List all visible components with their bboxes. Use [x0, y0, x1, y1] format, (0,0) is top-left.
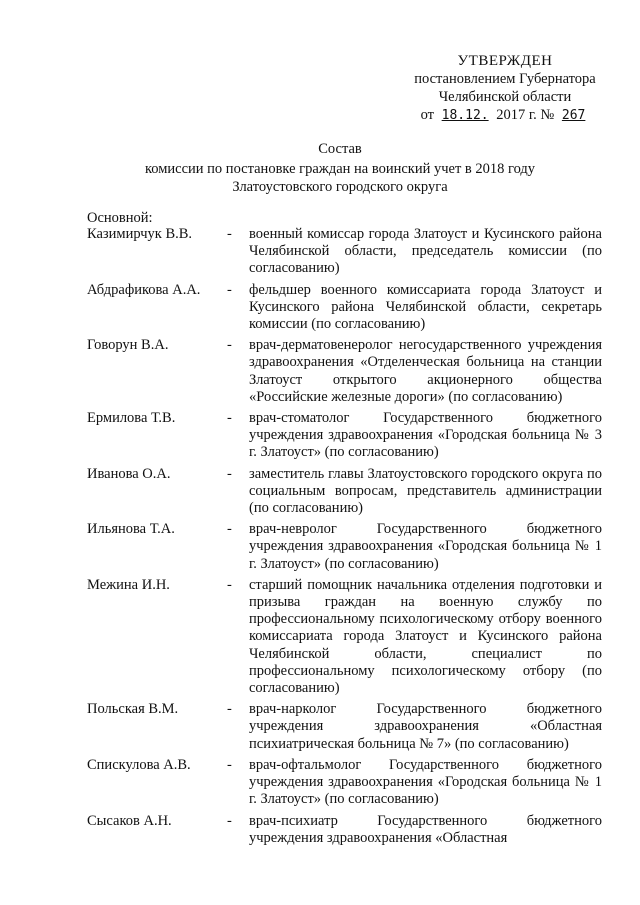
- member-description: военный комиссар города Златоуст и Кусинского района Челябинской области, председатель комиссии (по согласованию): [249, 226, 602, 277]
- member-name: Межина И.Н.: [87, 576, 170, 593]
- member-description: заместитель главы Златоустовского городского округа по социальным вопросам, представитель администрации (по согласованию): [249, 465, 602, 517]
- member-dash: -: [227, 281, 232, 298]
- member-description: врач-стоматолог Государственного бюджетного учреждения здравоохранения «Городская больница № 3 г. Златоуст» (по согласованию): [249, 410, 602, 461]
- member-name: Ильянова Т.А.: [87, 521, 175, 538]
- approval-line-2: Челябинской области: [438, 89, 572, 105]
- member-name: Абдрафикова А.А.: [87, 281, 201, 298]
- member-description: врач-психиатр Государственного бюджетного учреждения здравоохранения «Областная: [249, 812, 602, 846]
- approval-prefix: от: [420, 107, 435, 123]
- approval-date: 18.12.: [441, 108, 489, 123]
- member-description: старший помощник начальника отделения подготовки и призыва граждан на военную службу по профессиональному психологическому отбору военного комиссариата города Златоуст и Кусинского района Челябинской области, специалист по профессиональному психологическому отбору (по согласованию): [249, 576, 602, 697]
- members-list: [87, 226, 602, 851]
- approval-date-line: [400, 106, 610, 125]
- member-row: [87, 226, 602, 278]
- member-row: [87, 282, 602, 334]
- member-name: Спискулова А.В.: [87, 756, 191, 773]
- member-row: [87, 337, 602, 406]
- member-row: [87, 577, 602, 697]
- member-name: Сысаков А.Н.: [87, 812, 172, 829]
- heading-line-3: Златоустовского городского округа: [232, 179, 448, 195]
- member-description: фельдшер военного комиссариата города Златоуст и Кусинского района Челябинской области, секретарь комиссии (по согласованию): [249, 281, 602, 333]
- approval-title: УТВЕРЖДЕН: [457, 53, 553, 69]
- member-row: [87, 521, 602, 573]
- approval-block: [400, 52, 610, 125]
- approval-line-1: постановлением Губернатора: [414, 71, 596, 87]
- member-dash: -: [227, 410, 232, 427]
- member-dash: -: [227, 756, 232, 773]
- row-gap: [87, 847, 602, 851]
- member-name: Иванова О.А.: [87, 465, 171, 482]
- document-heading: [80, 140, 600, 196]
- member-name: Ермилова Т.В.: [87, 410, 176, 427]
- section-label: Основной:: [87, 210, 153, 226]
- member-name: Польская В.М.: [87, 701, 179, 718]
- approval-year: 2017 г. №: [496, 107, 555, 123]
- member-row: [87, 757, 602, 809]
- member-row: [87, 410, 602, 462]
- member-dash: -: [227, 521, 232, 538]
- approval-number: 267: [561, 108, 586, 123]
- member-row: [87, 701, 602, 753]
- member-dash: -: [227, 576, 232, 593]
- member-dash: -: [227, 701, 232, 718]
- member-name: Говорун В.А.: [87, 337, 169, 354]
- member-description: врач-нарколог Государственного бюджетного учреждения здравоохранения «Областная психиатрическая больница № 7» (по согласованию): [249, 701, 602, 752]
- member-dash: -: [227, 812, 232, 829]
- heading-line-2: комиссии по постановке граждан на воинский учет в 2018 году: [144, 161, 536, 177]
- member-name: Казимирчук В.В.: [87, 226, 193, 242]
- member-description: врач-офтальмолог Государственного бюджетного учреждения здравоохранения «Городская больница № 1 г. Златоуст» (по согласованию): [249, 756, 602, 808]
- member-dash: -: [227, 226, 232, 242]
- member-description: врач-невролог Государственного бюджетного учреждения здравоохранения «Городская больница № 1 г. Златоуст» (по согласованию): [249, 521, 602, 572]
- member-dash: -: [227, 337, 232, 354]
- member-row: [87, 466, 602, 518]
- member-row: [87, 813, 602, 847]
- heading-title: Состав: [318, 141, 362, 157]
- member-description: врач-дерматовенеролог негосударственного учреждения здравоохранения «Отделенческая больница на станции Златоуст открытого акционерного общества «Российские железные дороги» (по согласованию): [249, 337, 602, 405]
- member-dash: -: [227, 465, 232, 482]
